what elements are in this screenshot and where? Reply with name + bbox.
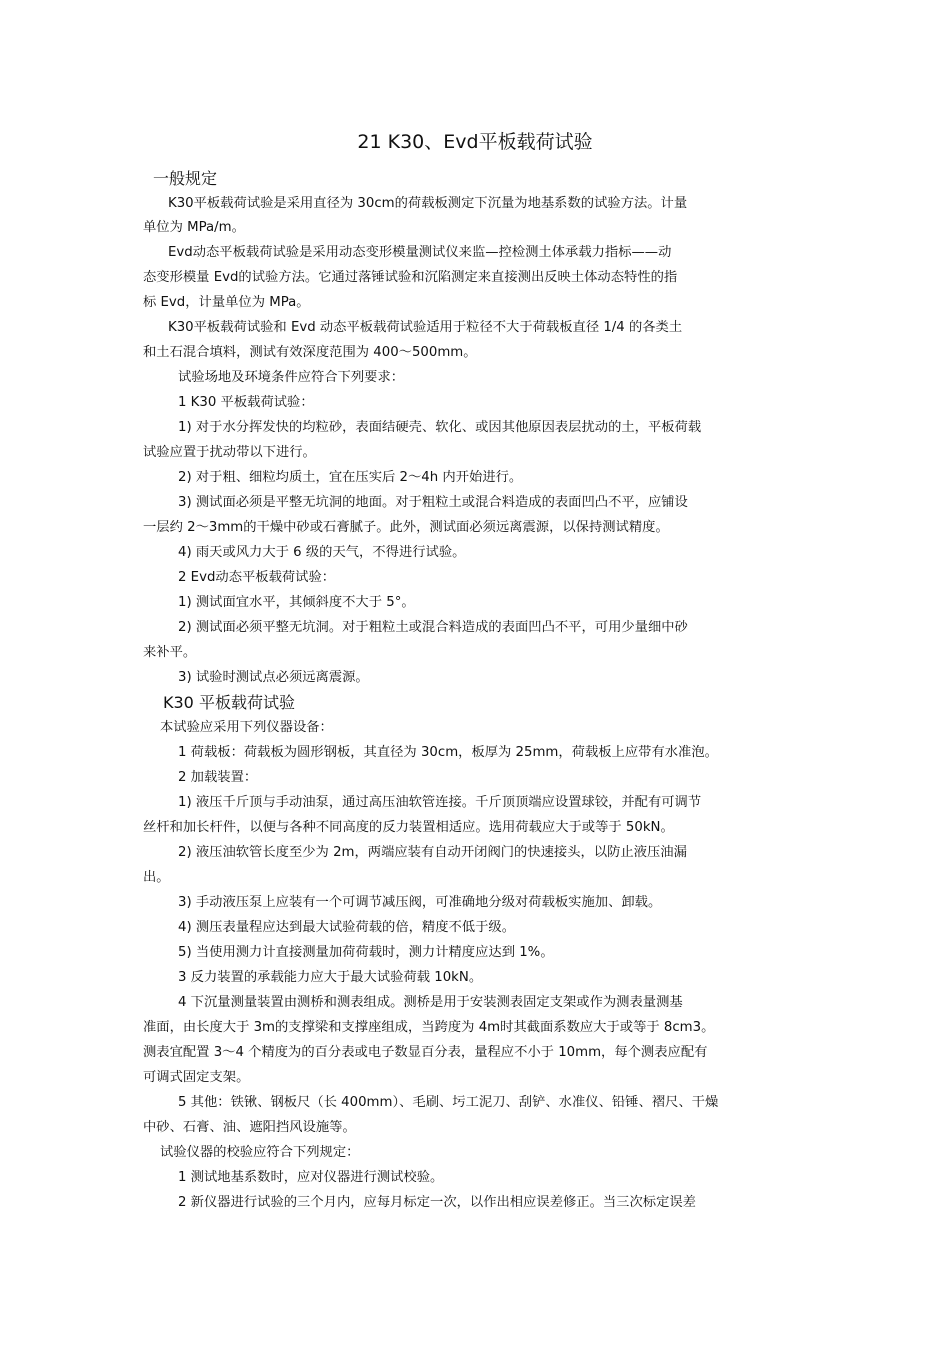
paragraph-line: 2) 液压油软管长度至少为 2m，两端应装有自动开闭阀门的快速接头，以防止液压油漏 [178, 845, 687, 860]
paragraph-line: 丝杆和加长杆件，以便与各种不同高度的反力装置相适应。选用荷载应大于或等于 50kN。 [143, 820, 674, 835]
paragraph-line: 1 荷载板：荷载板为圆形钢板，其直径为 30cm，板厚为 25mm，荷载板上应带有水准泡。 [178, 745, 718, 760]
paragraph-line: 1) 对于水分挥发快的均粒砂，表面结硬壳、软化、或因其他原因表层扰动的土，平板荷载 [178, 420, 702, 435]
paragraph-line: 来补平。 [143, 645, 197, 660]
paragraph-line: 出。 [143, 870, 170, 885]
paragraph-line: 4) 雨天或风力大于 6 级的天气，不得进行试验。 [178, 545, 466, 560]
paragraph-line: 1) 液压千斤顶与手动油泵，通过高压油软管连接。千斤顶顶端应设置球铰，并配有可调节 [178, 795, 702, 810]
paragraph-line: 4) 测压表量程应达到最大试验荷载的倍，精度不低于级。 [178, 920, 515, 935]
paragraph-line: 可调式固定支架。 [143, 1070, 250, 1085]
paragraph-line: 准面，由长度大于 3m的支撑梁和支撑座组成，当跨度为 4m时其截面系数应大于或等于 8cm3。 [143, 1020, 715, 1035]
paragraph-line: 4 下沉量测量装置由测桥和测表组成。测桥是用于安装测表固定支架或作为测表量测基 [178, 995, 683, 1010]
paragraph-line: 本试验应采用下列仪器设备： [160, 720, 333, 735]
paragraph-line: 1 K30 平板载荷试验： [178, 395, 314, 410]
paragraph-line: 3) 手动液压泵上应装有一个可调节减压阀，可准确地分级对荷载板实施加、卸载。 [178, 895, 662, 910]
paragraph-line: 态变形模量 Evd的试验方法。它通过落锤试验和沉陷测定来直接测出反映土体动态特性的指 [143, 270, 678, 285]
paragraph-line: 3 反力装置的承载能力应大于最大试验荷载 10kN。 [178, 970, 483, 985]
paragraph-line: 3) 试验时测试点必须远离震源。 [178, 670, 369, 685]
paragraph-line: 2 新仪器进行试验的三个月内，应每月标定一次，以作出相应误差修正。当三次标定误差 [178, 1195, 696, 1210]
paragraph-line: 2) 测试面必须平整无坑洞。对于粗粒土或混合料造成的表面凹凸不平，可用少量细中砂 [178, 620, 688, 635]
paragraph-line: 单位为 MPa/m。 [143, 220, 245, 235]
paragraph-line: 一层约 2～3mm的干燥中砂或石膏腻子。此外，测试面必须远离震源，以保持测试精度。 [143, 520, 669, 535]
paragraph-line: 试验仪器的校验应符合下列规定： [160, 1145, 360, 1160]
paragraph-line: 测表宜配置 3～4 个精度为的百分表或电子数显百分表，量程应不小于 10mm，每个测表应配有 [143, 1045, 708, 1060]
paragraph-line: 5 其他：铁锹、钢板尺（长 400mm）、毛刷、圬工泥刀、刮铲、水准仪、铅锤、褶尺、干燥 [178, 1095, 719, 1110]
paragraph-line: 中砂、石膏、油、遮阳挡风设施等。 [143, 1120, 356, 1135]
paragraph-line: 2 Evd动态平板载荷试验： [178, 570, 336, 585]
paragraph-line: 和土石混合填料，测试有效深度范围为 400～500mm。 [143, 345, 477, 360]
paragraph-line: 试验场地及环境条件应符合下列要求： [178, 370, 405, 385]
paragraph-line: Evd动态平板载荷试验是采用动态变形模量测试仪来监—控检测土体承载力指标——动 [168, 245, 672, 260]
paragraph-line: 1) 测试面宜水平，其倾斜度不大于 5°。 [178, 595, 415, 610]
paragraph-line: 5) 当使用测力计直接测量加荷荷载时，测力计精度应达到 1%。 [178, 945, 554, 960]
paragraph-line: 标 Evd，计量单位为 MPa。 [143, 295, 310, 310]
paragraph-line: 试验应置于扰动带以下进行。 [143, 445, 316, 460]
page-title: 21 K30、Evd平板载荷试验 [357, 131, 593, 153]
paragraph-line: 2) 对于粗、细粒均质土，宜在压实后 2～4h 内开始进行。 [178, 470, 523, 485]
paragraph-line: K30平板载荷试验和 Evd 动态平板载荷试验适用于粒径不大于荷载板直径 1/4 的各类土 [168, 320, 683, 335]
paragraph-line: 3) 测试面必须是平整无坑洞的地面。对于粗粒土或混合料造成的表面凹凸不平，应铺设 [178, 495, 688, 510]
section-heading-k30: K30 平板载荷试验 [163, 693, 295, 712]
paragraph-line: 2 加载装置： [178, 770, 258, 785]
paragraph-line: 1 测试地基系数时，应对仪器进行测试校验。 [178, 1170, 444, 1185]
section-heading-general: 一般规定 [153, 169, 218, 188]
paragraph-line: K30平板载荷试验是采用直径为 30cm的荷载板测定下沉量为地基系数的试验方法。计量 [168, 196, 688, 211]
